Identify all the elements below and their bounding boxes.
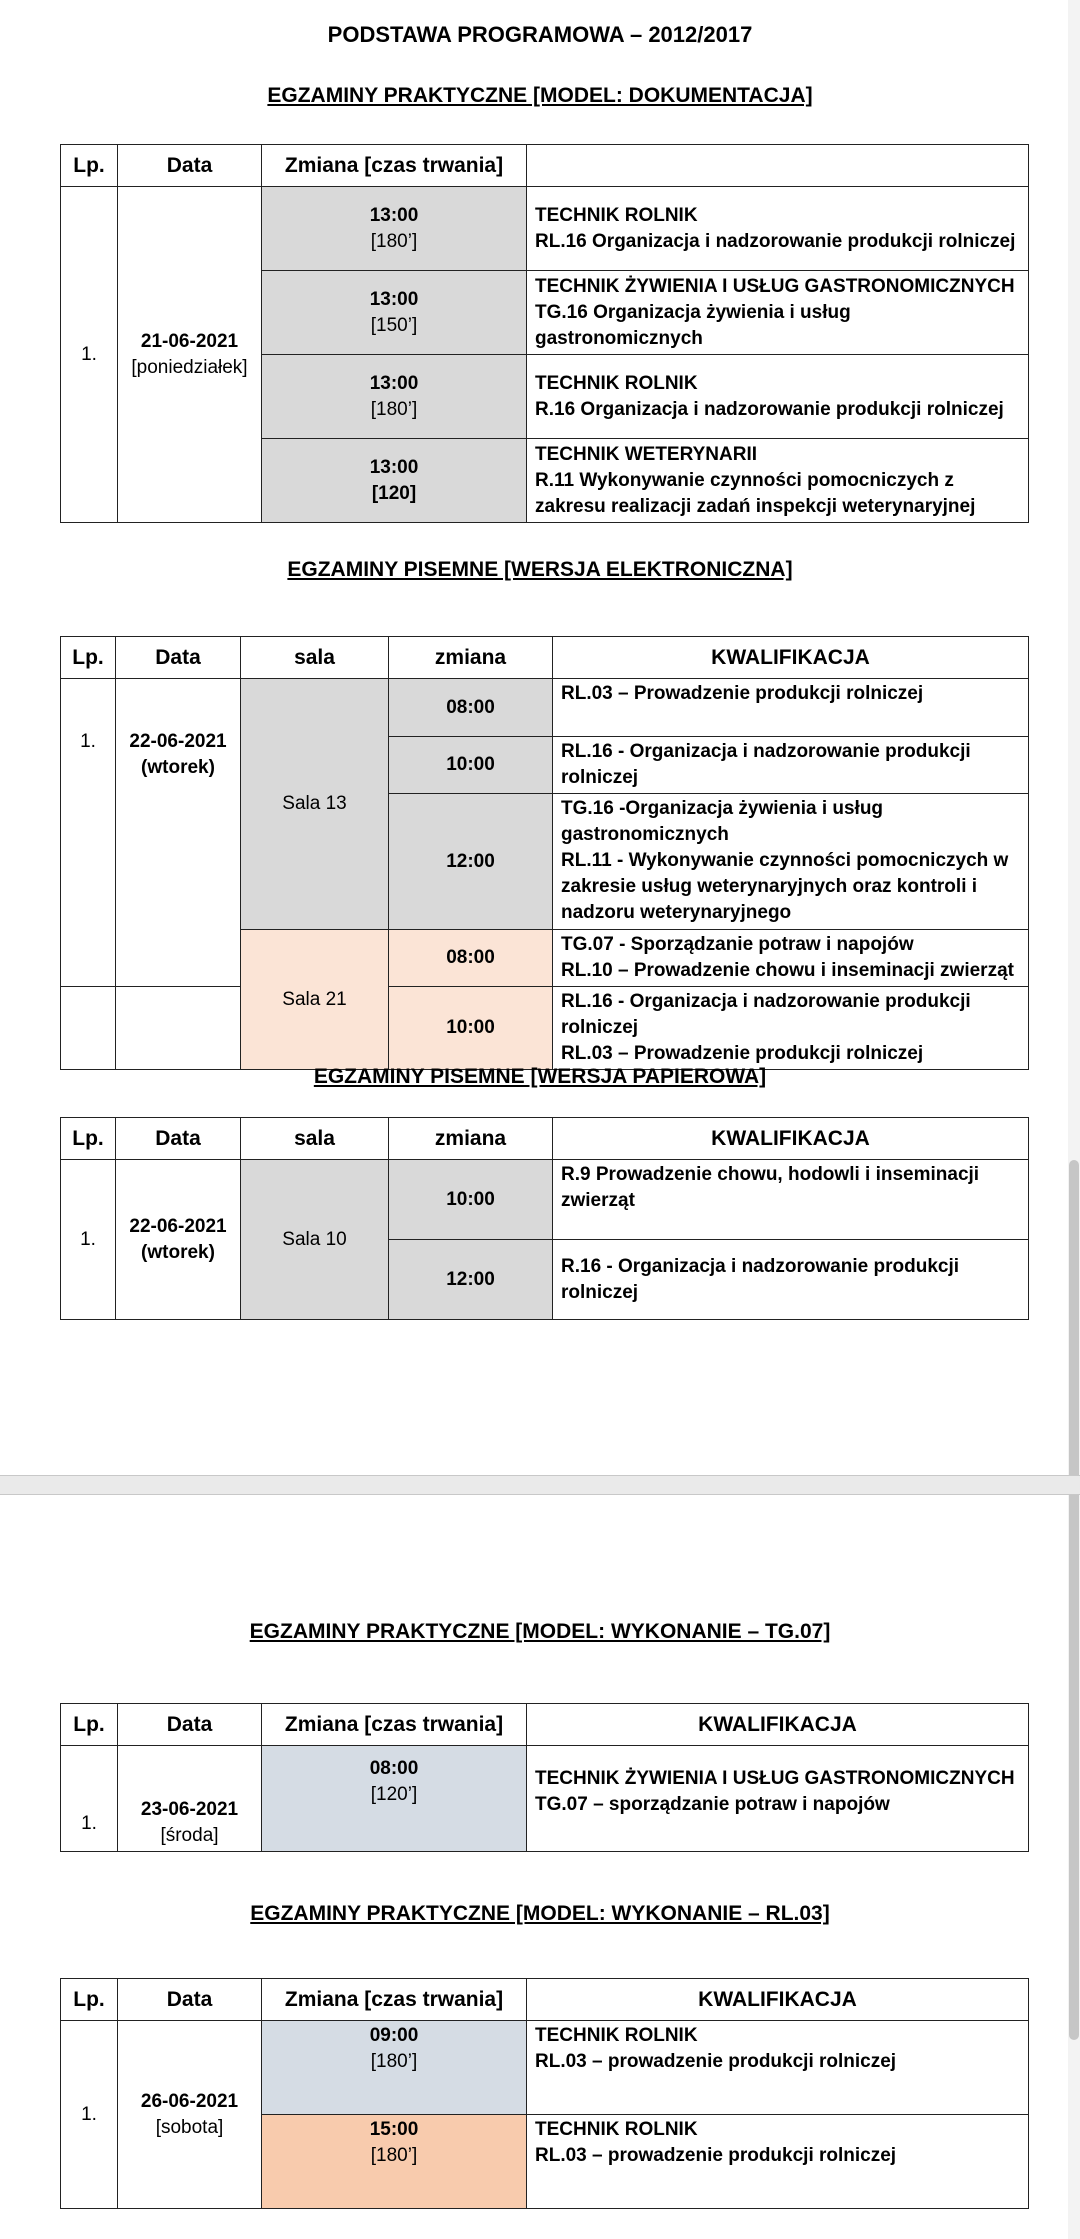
cell-shift: 08:00 [120’] [262,1746,527,1852]
cell-room: Sala 13 [241,679,389,930]
document-page-2 [0,1493,1080,2239]
cell-shift: 15:00 [180’] [262,2115,527,2209]
header-date: Data [118,1704,262,1746]
cell-shift: 09:00 [180’] [262,2021,527,2115]
header-date: Data [118,145,262,187]
table-written-electronic [60,636,1029,1070]
cell-shift: 13:00 [180’] [262,355,527,439]
cell-qualification: TECHNIK ŻYWIENIA I USŁUG GASTRONOMICZNYCH TG.07 – sporządzanie potraw i napojów [527,1746,1029,1852]
table-row [61,187,1029,271]
cell-qualification: TECHNIK ROLNIK RL.03 – prowadzenie produkcji rolniczej [527,2021,1029,2115]
header-date: Data [118,1979,262,2021]
cell-lp: 1. [61,2021,118,2209]
page-break [0,1475,1080,1495]
cell-shift: 13:00 [180’] [262,187,527,271]
cell-qualification: R.16 - Organizacja i nadzorowanie produkcji rolniczej [553,1240,1029,1320]
section-heading-practical-rl03: EGZAMINY PRAKTYCZNE [MODEL: WYKONANIE – RL.03] [250,1902,830,1925]
cell-qualification: TECHNIK ROLNIK RL.16 Organizacja i nadzorowanie produkcji rolniczej [527,187,1029,271]
header-shift: Zmiana [czas trwania] [262,145,527,187]
table-row [61,1160,1029,1240]
cell-qualification: TECHNIK WETERYNARII R.11 Wykonywanie czynności pomocniczych z zakresu realizacji zadań inspekcji weterynaryjnej [527,439,1029,523]
table-written-paper [60,1117,1029,1320]
document-title: PODSTAWA PROGRAMOWA – 2012/2017 [327,22,753,47]
table-row [61,2021,1029,2115]
header-room: sala [241,1118,389,1160]
cell-date: 22-06-2021 (wtorek) [116,1160,241,1320]
header-date: Data [116,1118,241,1160]
table-practical-rl03 [60,1978,1029,2209]
header-lp: Lp. [61,1979,118,2021]
section-heading-practical-documentation: EGZAMINY PRAKTYCZNE [MODEL: DOKUMENTACJA] [267,84,813,107]
cell-shift: 10:00 [389,737,553,794]
cell-qualification: RL.03 – Prowadzenie produkcji rolniczej [553,679,1029,737]
header-lp: Lp. [61,1118,116,1160]
cell-shift: 12:00 [389,794,553,930]
cell-qualification: TECHNIK ROLNIK RL.03 – prowadzenie produkcji rolniczej [527,2115,1029,2209]
cell-shift: 12:00 [389,1240,553,1320]
cell-shift: 08:00 [389,679,553,737]
cell-date-empty [116,987,241,1070]
table-header-row [61,145,1029,187]
header-qualification: KWALIFIKACJA [527,1979,1029,2021]
cell-shift: 13:00 [120] [262,439,527,523]
header-lp: Lp. [61,145,118,187]
cell-qualification: RL.16 - Organizacja i nadzorowanie produkcji rolniczej [553,737,1029,794]
cell-date: 23-06-2021 [środa] [118,1746,262,1852]
cell-qualification: R.9 Prowadzenie chowu, hodowli i inseminacji zwierząt [553,1160,1029,1240]
cell-qualification: RL.16 - Organizacja i nadzorowanie produkcji rolniczej RL.03 – Prowadzenie produkcji rolniczej [553,987,1029,1070]
header-room: sala [241,637,389,679]
table-row [61,679,1029,737]
header-shift: zmiana [389,637,553,679]
table-header-row [61,1704,1029,1746]
cell-qualification: TECHNIK ŻYWIENIA I USŁUG GASTRONOMICZNYCH TG.16 Organizacja żywienia i usług gastronomicznych [527,271,1029,355]
table-row [61,1746,1029,1852]
cell-shift: 08:00 [389,930,553,987]
section-heading-practical-tg07: EGZAMINY PRAKTYCZNE [MODEL: WYKONANIE – TG.07] [249,1620,831,1643]
section-heading-written-electronic: EGZAMINY PISEMNE [WERSJA ELEKTRONICZNA] [287,558,793,581]
header-shift: Zmiana [czas trwania] [262,1704,527,1746]
cell-lp: 1. [61,1746,118,1852]
section-heading-written-paper: EGZAMINY PISEMNE [WERSJA PAPIEROWA] [313,1065,767,1088]
table-header-row [61,637,1029,679]
header-qualification: KWALIFIKACJA [553,637,1029,679]
cell-shift: 10:00 [389,987,553,1070]
cell-date: 26-06-2021 [sobota] [118,2021,262,2209]
table-row [61,987,1029,1070]
cell-date: 22-06-2021 (wtorek) [116,679,241,987]
header-lp: Lp. [61,637,116,679]
header-blank [527,145,1029,187]
cell-room: Sala 21 [241,930,389,1070]
cell-lp: 1. [61,679,116,987]
header-shift: zmiana [389,1118,553,1160]
cell-lp-empty [61,987,116,1070]
header-lp: Lp. [61,1704,118,1746]
cell-shift: 10:00 [389,1160,553,1240]
header-date: Data [116,637,241,679]
header-qualification: KWALIFIKACJA [553,1118,1029,1160]
cell-lp: 1. [61,187,118,523]
cell-qualification: TG.16 -Organizacja żywienia i usług gastronomicznych RL.11 - Wykonywanie czynności pomocniczych w zakresie usług weterynaryjnych oraz kontroli i nadzoru weterynaryjnego [553,794,1029,930]
cell-date: 21-06-2021 [poniedziałek] [118,187,262,523]
cell-qualification: TECHNIK ROLNIK R.16 Organizacja i nadzorowanie produkcji rolniczej [527,355,1029,439]
table-header-row [61,1979,1029,2021]
cell-room: Sala 10 [241,1160,389,1320]
header-shift: Zmiana [czas trwania] [262,1979,527,2021]
cell-shift: 13:00 [150’] [262,271,527,355]
table-practical-tg07 [60,1703,1029,1852]
cell-qualification: TG.07 - Sporządzanie potraw i napojów RL.10 – Prowadzenie chowu i inseminacji zwierząt [553,930,1029,987]
header-qualification: KWALIFIKACJA [527,1704,1029,1746]
table-header-row [61,1118,1029,1160]
cell-lp: 1. [61,1160,116,1320]
table-practical-documentation [60,144,1029,523]
